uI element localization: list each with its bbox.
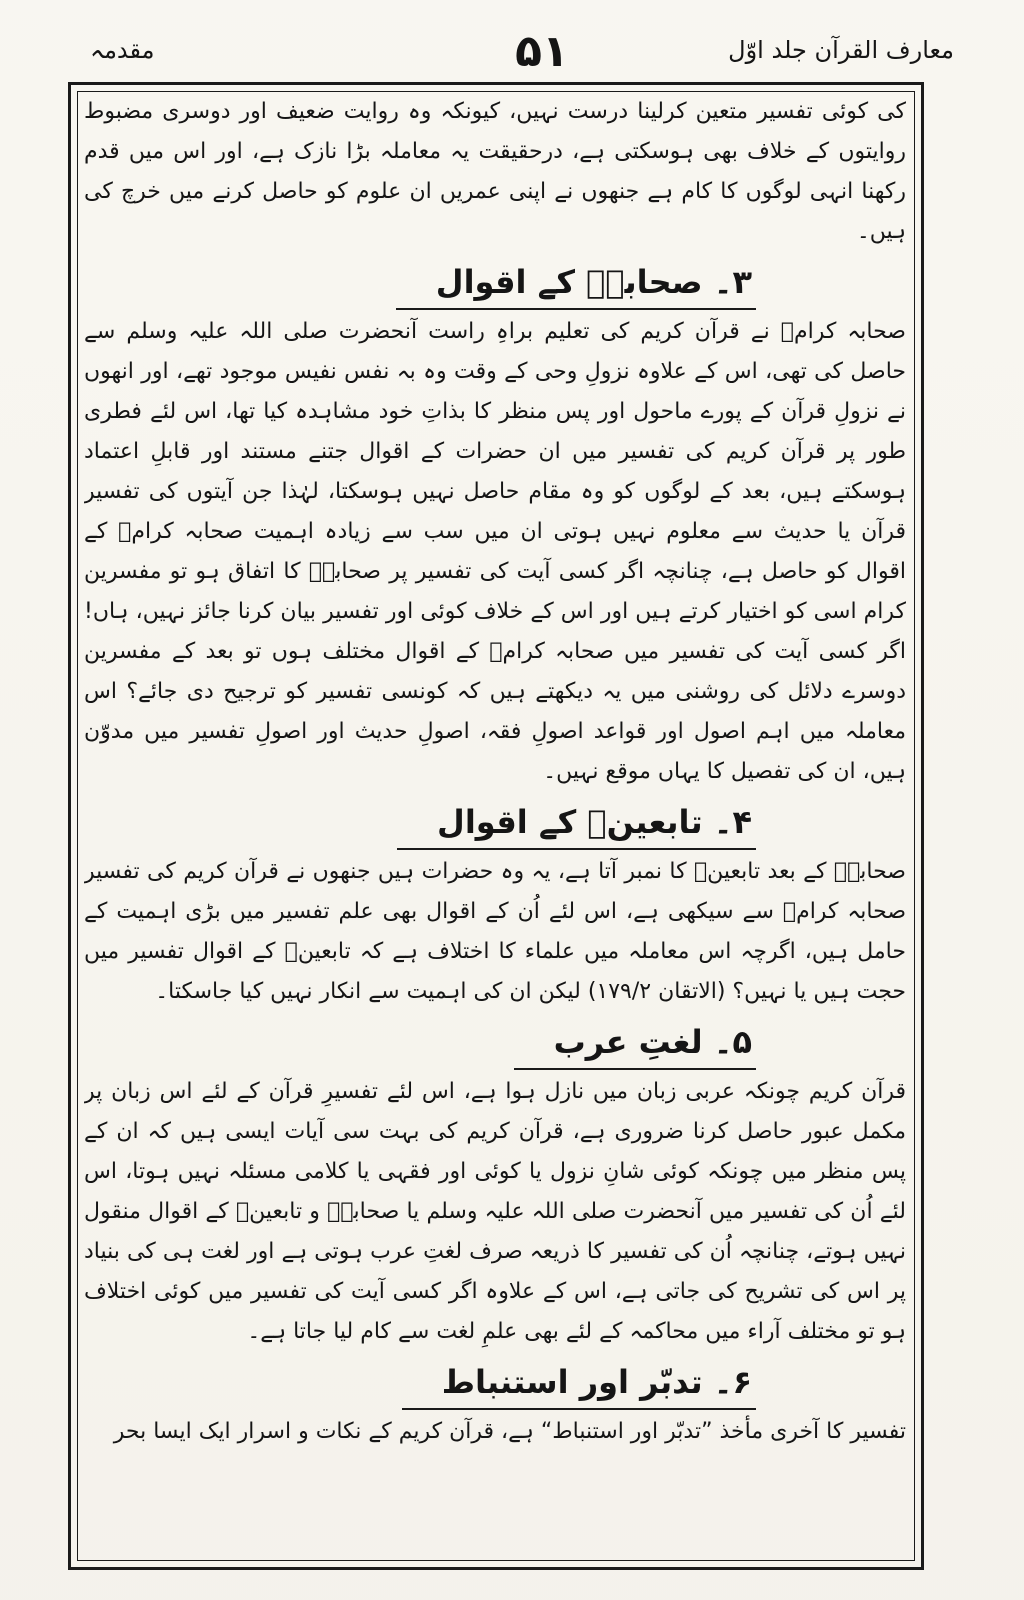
paragraph-sahaba: صحابہ کرامؓ نے قرآن کریم کی تعلیم براہِ راست آنحضرت صلی اللہ علیہ وسلم سے حاصل کی تھی، اس کے علاوہ نزولِ وحی کے وقت وہ بہ نفس نفیس موجود تھے، اور انھوں نے نزولِ قرآن کے پورے ماحول اور پس منظر کا بذاتِ خود مشاہدہ کیا تھا، اس لئے فطری طور پر قرآن کریم کی تفسیر میں ان حضرات کے اقوال جتنے مستند اور قابلِ اعتماد ہوسکتے ہیں، بعد کے لوگوں کو وہ مقام حاصل نہیں ہوسکتا، لہٰذا جن آیتوں کی تفسیر قرآن یا حدیث سے معلوم نہیں ہوتی ان میں سب سے زیادہ اہمیت صحابہ کرامؓ کے اقوال کو حاصل ہے، چنانچہ اگر کسی آیت کی تفسیر پر صحابہؓ کا اتفاق ہو تو مفسرین کرام اسی کو اختیار کرتے ہیں اور اس کے خلاف کوئی اور تفسیر بیان کرنا جائز نہیں، ہاں! اگر کسی آیت کی تفسیر میں صحابہ کرامؓ کے اقوال مختلف ہوں تو بعد کے مفسرین دوسرے دلائل کی روشنی میں یہ دیکھتے ہیں کہ کونسی تفسیر کو ترجیح دی جائے؟ اس معاملہ میں اہم اصول اور قواعد اصولِ فقہ، اصولِ حدیث اور اصولِ تفسیر میں مدوّن ہیں، ان کی تفصیل کا یہاں موقع نہیں۔: [84, 319, 906, 784]
running-header: [30, 18, 994, 84]
book-title: معارف القرآن جلد اوّل: [728, 36, 954, 64]
heading-arabic-lexicon: ۵۔ لغتِ عرب: [514, 1016, 756, 1070]
heading-sahaba-sayings: ۳۔ صحابہؓ کے اقوال: [396, 256, 756, 310]
heading-tabieen-sayings: ۴۔ تابعینؒ کے اقوال: [397, 796, 756, 850]
page-number: ۵۱: [515, 26, 569, 77]
body-text: [84, 92, 906, 1562]
paragraph-reflection: تفسیر کا آخری مأخذ ”تدبّر اور استنباط“ ہے، قرآن کریم کے نکات و اسرار ایک ایسا بحر: [113, 1419, 906, 1444]
paragraph-lexicon: قرآن کریم چونکہ عربی زبان میں نازل ہوا ہے، اس لئے تفسیرِ قرآن کے لئے اس زبان پر مکمل عبور حاصل کرنا ضروری ہے، قرآن کریم کی بہت سی آیات ایسی ہیں کہ ان کے پس منظر میں چونکہ کوئی شانِ نزول یا کوئی اور فقہی یا کلامی مسئلہ نہیں ہوتا، اس لئے اُن کی تفسیر میں آنحضرت صلی اللہ علیہ وسلم یا صحابہؓ و تابعینؒ کے اقوال منقول نہیں ہوتے، چنانچہ اُن کی تفسیر کا ذریعہ صرف لغتِ عرب ہوتی ہے اور لغت ہی کی بنیاد پر اس کی تشریح کی جاتی ہے، اس کے علاوہ اگر کسی آیت کی تفسیر میں کوئی اختلاف ہو تو مختلف آراء میں محاکمہ کے لئے بھی علمِ لغت سے کام لیا جاتا ہے۔: [84, 1079, 906, 1344]
paragraph-intro: کی کوئی تفسیر متعین کرلینا درست نہیں، کیونکہ وہ روایت ضعیف اور دوسری مضبوط روایتوں کے خلاف بھی ہوسکتی ہے، درحقیقت یہ معاملہ بڑا نازک ہے، اور اس میں قدم رکھنا انہی لوگوں کا کام ہے جنھوں نے اپنی عمریں ان علوم کو حاصل کرنے میں خرچ کی ہیں۔: [84, 99, 906, 244]
paragraph-tabieen: صحابہؓ کے بعد تابعینؒ کا نمبر آتا ہے، یہ وہ حضرات ہیں جنھوں نے قرآن کریم کی تفسیر صحابہ کرامؓ سے سیکھی ہے، اس لئے اُن کے اقوال بھی علم تفسیر میں بڑی اہمیت کے حامل ہیں، اگرچہ اس معاملہ میں علماء کا اختلاف ہے کہ تابعینؒ کے اقوال تفسیر میں حجت ہیں یا نہیں؟ (الاتقان ۱۷۹/۲) لیکن ان کی اہمیت سے انکار نہیں کیا جاسکتا۔: [84, 859, 906, 1004]
heading-reflection-deduction: ۶۔ تدبّر اور استنباط: [402, 1356, 756, 1410]
section-title: مقدمہ: [90, 36, 155, 64]
